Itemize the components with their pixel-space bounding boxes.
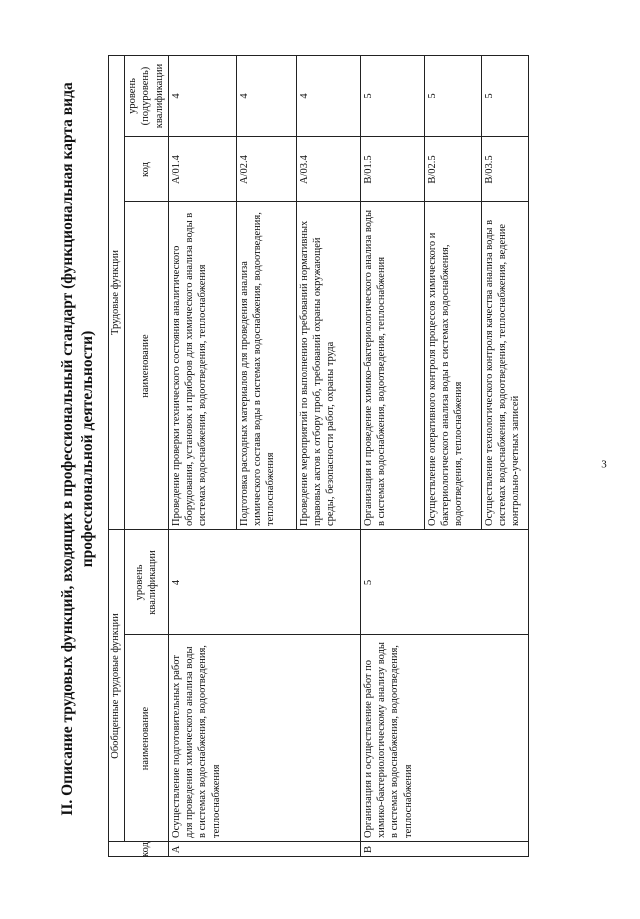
col-header-function-code: код (140, 162, 152, 177)
function-level: 4 (171, 93, 182, 99)
generalized-name: Осуществление подготовительных работ для проведения химического анализа воды в системах водоснабжения, водоотведения, теплоснабжения (171, 645, 222, 838)
generalized-level: 4 (171, 579, 182, 586)
function-level: 4 (299, 93, 310, 99)
function-name: Проведение проверки технического состояния аналитического оборудования, установок и приборов для химического анализа воды в системах водоснабжения, водоотведения, теплоснабжения (171, 212, 209, 526)
function-code: A/03.4 (299, 155, 310, 184)
function-level: 5 (363, 93, 374, 99)
page-number: 3 (601, 458, 607, 471)
function-name: Осуществление технологического контроля качества анализа воды в системах водоснабжения, водоотведения, теплоснабжения, ведение контрольно-учетных записей (484, 219, 522, 526)
function-code: A/01.4 (171, 155, 182, 184)
col-header-function-name: наименование (140, 334, 152, 398)
function-code: B/02.5 (427, 155, 438, 184)
functional-map-table (108, 55, 528, 857)
generalized-functions-header: Обобщенные трудовые функции (110, 613, 122, 759)
section-title-line2: профессиональной деятельности) (79, 330, 96, 568)
col-header-code: код (140, 842, 152, 857)
function-code: A/02.4 (239, 155, 250, 184)
generalized-code: A (171, 845, 182, 854)
col-header-sublevel: уровень (подуровень) квалификации (127, 63, 165, 129)
col-header-level: уровень квалификации (133, 550, 158, 615)
section-title-line1: II. Описание трудовых функций, входящих в профессиональный стандарт (функциональная карта вида (59, 82, 76, 816)
function-level: 4 (239, 93, 250, 99)
function-level: 5 (484, 93, 495, 99)
function-level: 5 (427, 93, 438, 99)
function-name: Организация и проведение химико-бактериологического анализа воды в системах водоснабжения, водоотведения, теплоснабжения (363, 209, 388, 526)
function-name: Осуществление оперативного контроля процессов химического и бактериологического анализа воды в системах водоснабжения, водоотведения, теплоснабжения (427, 232, 465, 526)
generalized-code: B (363, 846, 374, 854)
rule (528, 55, 529, 857)
generalized-level: 5 (363, 579, 374, 586)
col-header-name: наименование (140, 706, 152, 771)
labor-functions-header: Трудовые функции (110, 250, 122, 335)
function-code: B/03.5 (484, 155, 495, 184)
function-name: Проведение мероприятий по выполнению требований нормативных правовых актов к отбору проб, требований охраны окружающей среды, безопасности работ, охраны труда (299, 220, 337, 526)
function-code: B/01.5 (363, 155, 374, 184)
function-name: Подготовка расходных материалов для проведения анализа химического состава воды в системах водоснабжения, водоотведения, теплоснабжения (239, 212, 277, 526)
section-title (58, 69, 98, 829)
generalized-name: Организация и осуществление работ по химико-бактериологическому анализу воды в системах водоснабжения, водоотведения, теплоснабжения (363, 642, 414, 838)
